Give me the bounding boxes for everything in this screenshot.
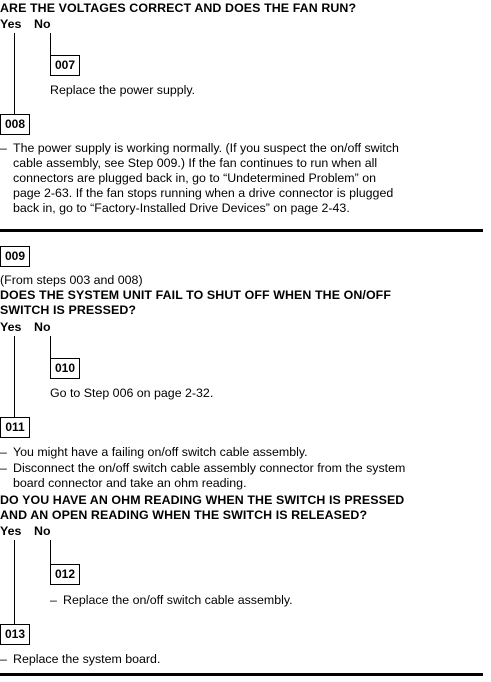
question-shutoff: DOES THE SYSTEM UNIT FAIL TO SHUT OFF WHEN THE ON/OFF SWITCH IS PRESSED?: [0, 288, 392, 317]
step-012-text: Replace the on/off switch cable assembly.: [63, 593, 293, 607]
yes-branch-line: [14, 540, 15, 624]
step-box-012: 012: [50, 564, 80, 585]
dash-marker: –: [0, 445, 7, 459]
step-007-text: Replace the power supply.: [50, 83, 196, 97]
yes-label: Yes: [0, 320, 22, 334]
yes-branch-line: [14, 336, 15, 417]
no-branch-line: [50, 33, 51, 55]
yes-label: Yes: [0, 17, 22, 31]
step-box-010: 010: [50, 358, 80, 379]
question-voltages-fan: ARE THE VOLTAGES CORRECT AND DOES THE FAN RUN?: [0, 1, 357, 15]
step-box-007: 007: [50, 55, 80, 76]
step-box-013: 013: [0, 624, 30, 645]
step-013-text: Replace the system board.: [13, 652, 161, 666]
no-branch-line: [50, 336, 51, 358]
no-label: No: [34, 17, 51, 31]
no-label: No: [34, 524, 51, 538]
dash-marker: –: [50, 593, 57, 607]
bullet-disconnect-connector: Disconnect the on/off switch cable assembly connector from the system board connector and take an ohm reading.: [13, 461, 406, 490]
no-branch-line: [50, 540, 51, 564]
section-divider: [0, 673, 483, 676]
question-ohm-reading: DO YOU HAVE AN OHM READING WHEN THE SWITCH IS PRESSED AND AN OPEN READING WHEN THE SWITCH IS RELEASED?: [0, 493, 405, 522]
dash-marker: –: [0, 141, 7, 155]
step-010-text: Go to Step 006 on page 2-32.: [50, 386, 214, 400]
bullet-failing-switch: You might have a failing on/off switch cable assembly.: [13, 445, 308, 459]
step-box-009: 009: [0, 246, 30, 267]
yes-branch-line: [14, 33, 15, 114]
step-box-011: 011: [0, 417, 30, 438]
section-divider: [0, 229, 483, 232]
from-steps-text: (From steps 003 and 008): [0, 273, 143, 287]
dash-marker: –: [0, 652, 7, 666]
step-008-paragraph: The power supply is working normally. (If you suspect the on/off switch cable assembly, see Step 009.) If the fan continues to run when all connectors are plugged back in, go to “Undetermined Problem” on page 2-63. If the fan stops running when a drive connector is plugged back in, go to “Factory-Installed Drive Devices” on page 2-43.: [13, 141, 399, 215]
yes-label: Yes: [0, 524, 22, 538]
no-label: No: [34, 320, 51, 334]
dash-marker: –: [0, 461, 7, 475]
step-box-008: 008: [0, 114, 30, 135]
